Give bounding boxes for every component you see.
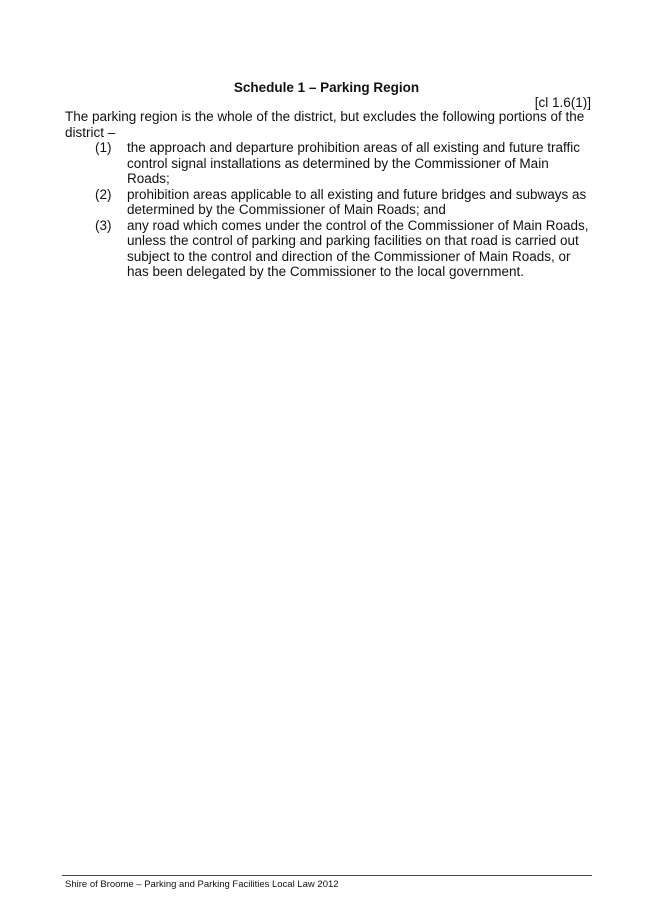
list-item [65,187,591,218]
item-text: prohibition areas applicable to all existing and future bridges and subways as determined by the Commissioner of Main Roads; and [127,186,587,217]
list-item [65,140,591,187]
item-text: any road which comes under the control of the Commissioner of Main Roads, unless the control of parking and parking facilities on that road is carried out subject to the control and direction of the Commissioner of Main Roads, or has been delegated by the Commissioner to the local government. [127,217,589,279]
item-number: (2) [95,186,112,202]
item-number: (3) [95,217,112,233]
list-item [65,218,591,280]
item-text: the approach and departure prohibition areas of all existing and future traffic control signal installations as determined by the Commissioner of Main Roads; [127,140,581,186]
intro-paragraph: The parking region is the whole of the district, but excludes the following portions of the district – [65,109,585,140]
footer-text: Shire of Broome – Parking and Parking Facilities Local Law 2012 [65,879,339,890]
footer-divider [62,875,592,876]
clause-reference: [cl 1.6(1)] [534,95,591,110]
item-number: (1) [95,140,112,155]
schedule-title: Schedule 1 – Parking Region [233,80,420,95]
exclusion-list [65,140,591,280]
